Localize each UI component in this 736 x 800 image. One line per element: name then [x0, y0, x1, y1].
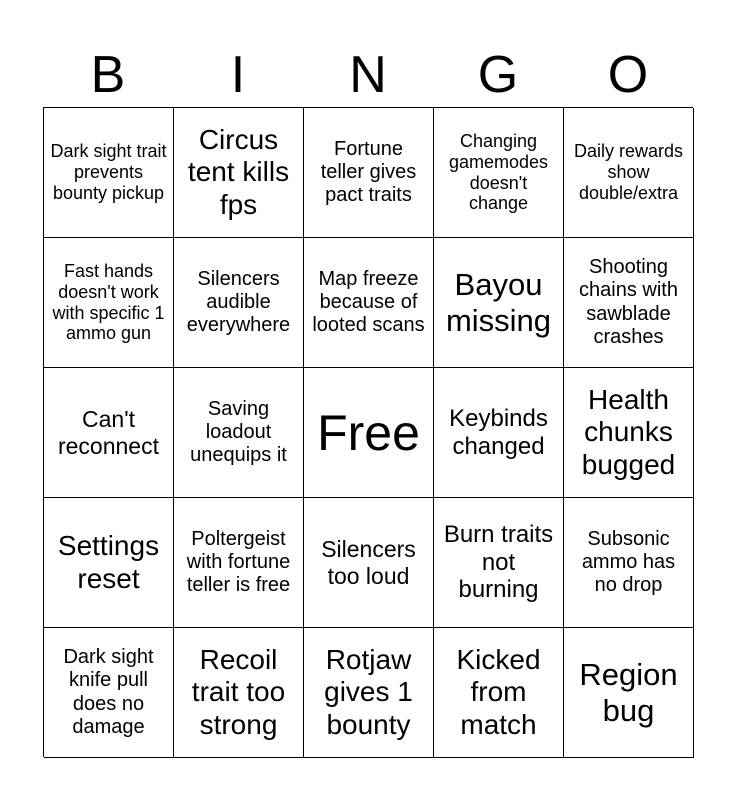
bingo-cell[interactable]: [434, 108, 564, 238]
bingo-cell[interactable]: [304, 238, 434, 368]
cell-text: Keybinds changed: [449, 404, 548, 460]
cell-text: Shooting chains with sawblade crashes: [579, 256, 678, 348]
cell-text: Can't reconnect: [57, 405, 159, 459]
bingo-cell[interactable]: [174, 108, 304, 238]
bingo-cell[interactable]: [44, 628, 174, 758]
cell-text: Circus tent kills fps: [187, 123, 290, 220]
cell-text: Health chunks bugged: [581, 383, 676, 480]
bingo-cell[interactable]: [174, 238, 304, 368]
header-letter-o: O: [607, 46, 649, 104]
cell-text: Bayou missing: [445, 266, 552, 338]
cell-text: Dark sight trait prevents bounty pickup: [50, 141, 167, 203]
bingo-cell[interactable]: [44, 238, 174, 368]
cell-text: Daily rewards show double/extra: [573, 141, 684, 203]
bingo-cell[interactable]: [434, 238, 564, 368]
cell-text: Silencers audible everywhere: [186, 267, 291, 337]
header-letter-b: B: [90, 46, 126, 104]
bingo-cell[interactable]: [44, 108, 174, 238]
cell-text: Map freeze because of looted scans: [312, 267, 425, 337]
bingo-cell[interactable]: [304, 108, 434, 238]
cell-text: Settings reset: [57, 530, 160, 594]
cell-text: Subsonic ammo has no drop: [581, 527, 676, 597]
cell-text: Saving loadout unequips it: [190, 397, 287, 467]
bingo-cell[interactable]: [564, 498, 694, 628]
bingo-cell[interactable]: [44, 498, 174, 628]
free-space[interactable]: [304, 368, 434, 498]
cell-text: Changing gamemodes doesn't change: [448, 130, 549, 214]
cell-text: Rotjaw gives 1 bounty: [324, 643, 413, 740]
header-letter-n: N: [349, 46, 387, 104]
cell-text: Poltergeist with fortune teller is free: [186, 527, 291, 597]
bingo-cell[interactable]: [304, 628, 434, 758]
cell-text: Recoil trait too strong: [191, 643, 286, 740]
cell-text: Burn traits not burning: [443, 520, 554, 604]
bingo-cell[interactable]: [564, 368, 694, 498]
bingo-cell[interactable]: [564, 108, 694, 238]
header-letter-i: I: [230, 46, 246, 104]
bingo-cell[interactable]: [174, 498, 304, 628]
bingo-cell[interactable]: [174, 628, 304, 758]
cell-text: Silencers too loud: [321, 535, 416, 589]
bingo-cell[interactable]: [434, 368, 564, 498]
bingo-cell[interactable]: [564, 628, 694, 758]
cell-text: Region bug: [579, 656, 678, 728]
bingo-cell[interactable]: [434, 498, 564, 628]
header-letter-g: G: [477, 46, 519, 104]
bingo-cell[interactable]: [44, 368, 174, 498]
bingo-cell[interactable]: [174, 368, 304, 498]
cell-text: Fast hands doesn't work with specific 1 ammo gun: [52, 260, 165, 344]
bingo-cell[interactable]: [434, 628, 564, 758]
bingo-cell[interactable]: [564, 238, 694, 368]
free-space-label: Free: [317, 404, 420, 461]
bingo-header: [43, 42, 693, 108]
cell-text: Dark sight knife pull does no damage: [63, 646, 154, 738]
bingo-board: [43, 107, 693, 757]
cell-text: Fortune teller gives pact traits: [320, 137, 417, 207]
bingo-cell[interactable]: [304, 498, 434, 628]
cell-text: Kicked from match: [456, 643, 541, 740]
